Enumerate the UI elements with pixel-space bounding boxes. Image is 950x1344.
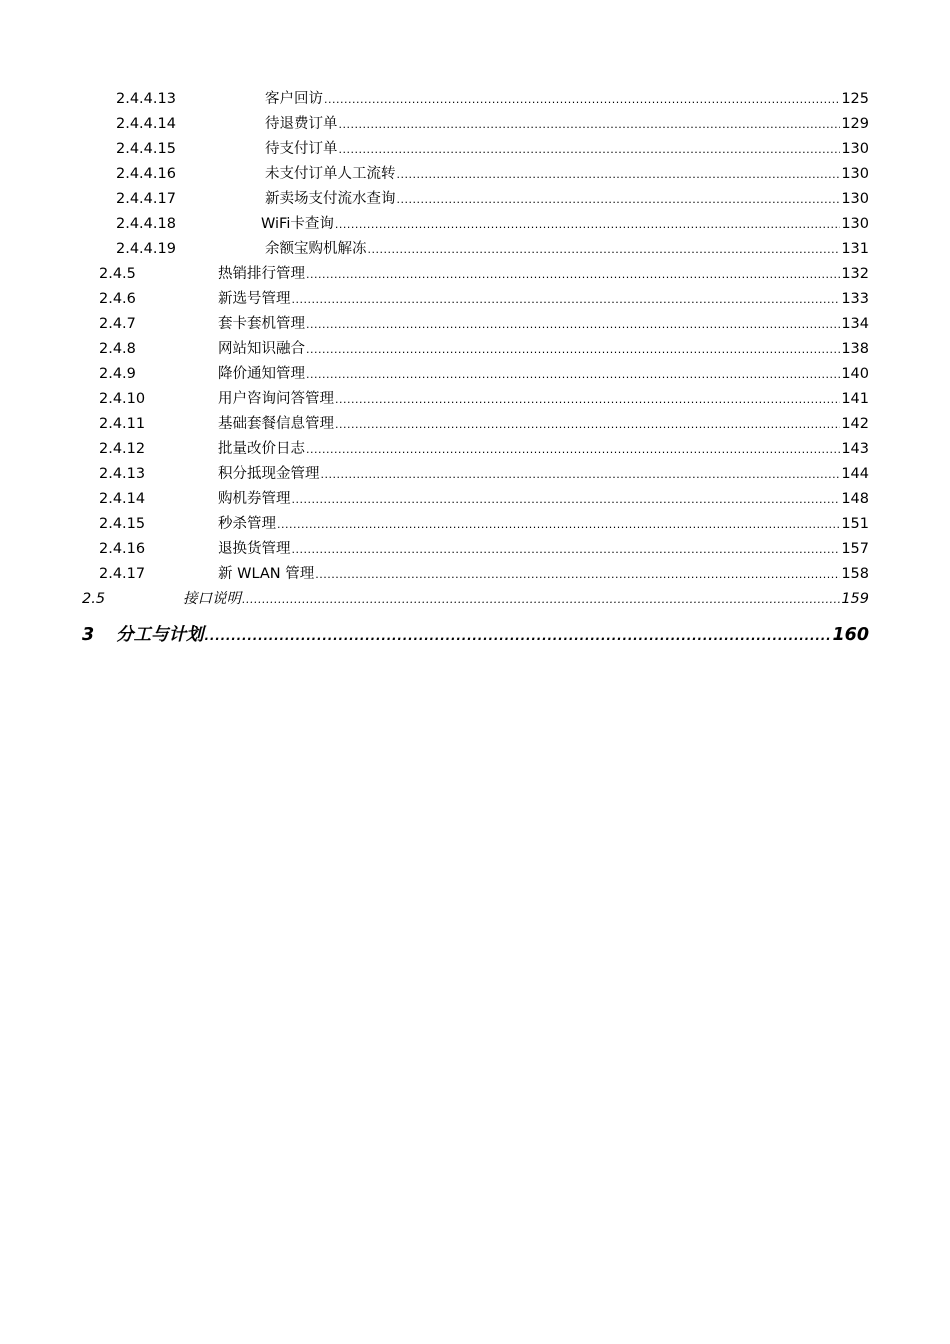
toc-leader-dots bbox=[397, 187, 841, 212]
toc-entry[interactable] bbox=[0, 537, 950, 562]
toc-entry[interactable] bbox=[0, 562, 950, 587]
toc-entry-page: 140 bbox=[841, 366, 869, 382]
toc-entry-number: 2.4.4.13 bbox=[116, 91, 176, 107]
toc-entry-page: 159 bbox=[841, 591, 869, 607]
toc-entry-page: 134 bbox=[841, 316, 869, 332]
toc-leader-dots bbox=[292, 487, 841, 512]
toc-entry[interactable] bbox=[0, 412, 950, 437]
toc-entry-page: 142 bbox=[841, 416, 869, 432]
toc-entry-page: 144 bbox=[841, 466, 869, 482]
toc-entry-title: 余额宝购机解冻 bbox=[265, 237, 367, 262]
toc-entry-title: 新卖场支付流水查询 bbox=[265, 187, 396, 212]
toc-entry-page: 158 bbox=[841, 566, 869, 582]
toc-leader-dots bbox=[339, 137, 841, 162]
toc-entry-number: 2.4.13 bbox=[99, 466, 146, 482]
toc-leader-dots bbox=[306, 312, 840, 337]
toc-entry-page: 160 bbox=[832, 625, 869, 645]
toc-leader-dots bbox=[306, 362, 840, 387]
toc-entry[interactable] bbox=[0, 162, 950, 187]
toc-entry[interactable] bbox=[0, 312, 950, 337]
toc-entry-title: 接口说明 bbox=[183, 587, 241, 612]
toc-leader-dots bbox=[335, 212, 840, 237]
toc-entry-title: 购机券管理 bbox=[218, 487, 291, 512]
toc-leader-dots bbox=[306, 262, 840, 287]
toc-leader-dots bbox=[205, 621, 832, 651]
toc-entry-number: 2.4.4.15 bbox=[116, 141, 176, 157]
toc-leader-dots bbox=[335, 412, 840, 437]
toc-entry-number: 2.4.6 bbox=[99, 291, 136, 307]
toc-entry[interactable] bbox=[0, 437, 950, 462]
toc-leader-dots bbox=[368, 237, 841, 262]
toc-entry[interactable] bbox=[0, 487, 950, 512]
toc-entry[interactable] bbox=[0, 287, 950, 312]
toc-entry-page: 151 bbox=[841, 516, 869, 532]
toc-leader-dots bbox=[277, 512, 840, 537]
toc-entry-number: 2.4.14 bbox=[99, 491, 146, 507]
toc-entry-page: 132 bbox=[841, 266, 869, 282]
toc-entry[interactable] bbox=[0, 462, 950, 487]
toc-entry-page: 141 bbox=[841, 391, 869, 407]
toc-entry-title: 客户回访 bbox=[265, 87, 323, 112]
toc-entry[interactable] bbox=[0, 337, 950, 362]
toc-entry[interactable] bbox=[0, 587, 950, 612]
toc-entry-number: 2.4.4.19 bbox=[116, 241, 176, 257]
toc-entry[interactable] bbox=[0, 137, 950, 162]
toc-leader-dots bbox=[324, 87, 840, 112]
toc-leader-dots bbox=[242, 587, 840, 612]
toc-entry[interactable] bbox=[0, 387, 950, 412]
toc-entry-page: 143 bbox=[841, 441, 869, 457]
toc-entry-page: 125 bbox=[841, 91, 869, 107]
toc-entry-page: 130 bbox=[841, 216, 869, 232]
toc-leader-dots bbox=[306, 437, 840, 462]
toc-leader-dots bbox=[339, 112, 841, 137]
toc-entry-number: 2.4.10 bbox=[99, 391, 146, 407]
toc-leader-dots bbox=[306, 337, 840, 362]
toc-entry[interactable] bbox=[0, 262, 950, 287]
toc-entry-page: 148 bbox=[841, 491, 869, 507]
toc-entry-title: 未支付订单人工流转 bbox=[265, 162, 396, 187]
toc-entry-number: 2.4.4.14 bbox=[116, 116, 176, 132]
toc-leader-dots bbox=[397, 162, 841, 187]
toc-entry-number: 2.4.11 bbox=[99, 416, 146, 432]
toc-entry-title: 新 WLAN 管理 bbox=[218, 562, 314, 587]
toc-leader-dots bbox=[315, 562, 840, 587]
toc-entry-number: 2.4.15 bbox=[99, 516, 146, 532]
toc-leader-dots bbox=[292, 537, 841, 562]
toc-entry-title: 待支付订单 bbox=[265, 137, 338, 162]
toc-entry-page: 129 bbox=[841, 116, 869, 132]
toc-entry-title: 基础套餐信息管理 bbox=[218, 412, 334, 437]
toc-leader-dots bbox=[335, 387, 840, 412]
toc-entry-number: 2.4.8 bbox=[99, 341, 136, 357]
toc-entry-page: 131 bbox=[841, 241, 869, 257]
toc-entry-title: 积分抵现金管理 bbox=[218, 462, 320, 487]
toc-chapter-entry[interactable] bbox=[0, 620, 950, 650]
toc-entry-number: 3 bbox=[82, 625, 95, 645]
toc-leader-dots bbox=[321, 462, 841, 487]
toc-entry-number: 2.4.9 bbox=[99, 366, 136, 382]
toc-entry-number: 2.4.16 bbox=[99, 541, 146, 557]
toc-entry-page: 130 bbox=[841, 141, 869, 157]
toc-entry-title: 新选号管理 bbox=[218, 287, 291, 312]
toc-entry-title: WiFi卡查询 bbox=[261, 212, 334, 237]
toc-entry-title: 批量改价日志 bbox=[218, 437, 305, 462]
toc-entry-page: 130 bbox=[841, 166, 869, 182]
toc-entry[interactable] bbox=[0, 187, 950, 212]
toc-entry-page: 130 bbox=[841, 191, 869, 207]
toc-entry-number: 2.4.17 bbox=[99, 566, 146, 582]
toc-entry[interactable] bbox=[0, 512, 950, 537]
toc-entry-number: 2.4.5 bbox=[99, 266, 136, 282]
toc-entry-title: 降价通知管理 bbox=[218, 362, 305, 387]
toc-entry-title: 网站知识融合 bbox=[218, 337, 305, 362]
toc-entry-page: 133 bbox=[841, 291, 869, 307]
toc-entry-title: 分工与计划 bbox=[116, 620, 204, 650]
toc-entry-page: 157 bbox=[841, 541, 869, 557]
toc-entry-title: 用户咨询问答管理 bbox=[218, 387, 334, 412]
toc-entry[interactable] bbox=[0, 237, 950, 262]
toc-entry-title: 秒杀管理 bbox=[218, 512, 276, 537]
toc-entry-number: 2.4.4.18 bbox=[116, 216, 176, 232]
toc-entry[interactable] bbox=[0, 212, 950, 237]
toc-entry[interactable] bbox=[0, 87, 950, 112]
toc-leader-dots bbox=[292, 287, 841, 312]
toc-entry-number: 2.4.4.16 bbox=[116, 166, 176, 182]
toc-entry-title: 待退费订单 bbox=[265, 112, 338, 137]
toc-entry-number: 2.4.12 bbox=[99, 441, 146, 457]
toc-entry-title: 热销排行管理 bbox=[218, 262, 305, 287]
toc-entry[interactable] bbox=[0, 362, 950, 387]
toc-entry-page: 138 bbox=[841, 341, 869, 357]
toc-entry-number: 2.5 bbox=[82, 591, 106, 607]
toc-entry-number: 2.4.7 bbox=[99, 316, 136, 332]
toc-entry[interactable] bbox=[0, 112, 950, 137]
toc-entry-title: 退换货管理 bbox=[218, 537, 291, 562]
toc-entry-title: 套卡套机管理 bbox=[218, 312, 305, 337]
toc-entry-number: 2.4.4.17 bbox=[116, 191, 176, 207]
